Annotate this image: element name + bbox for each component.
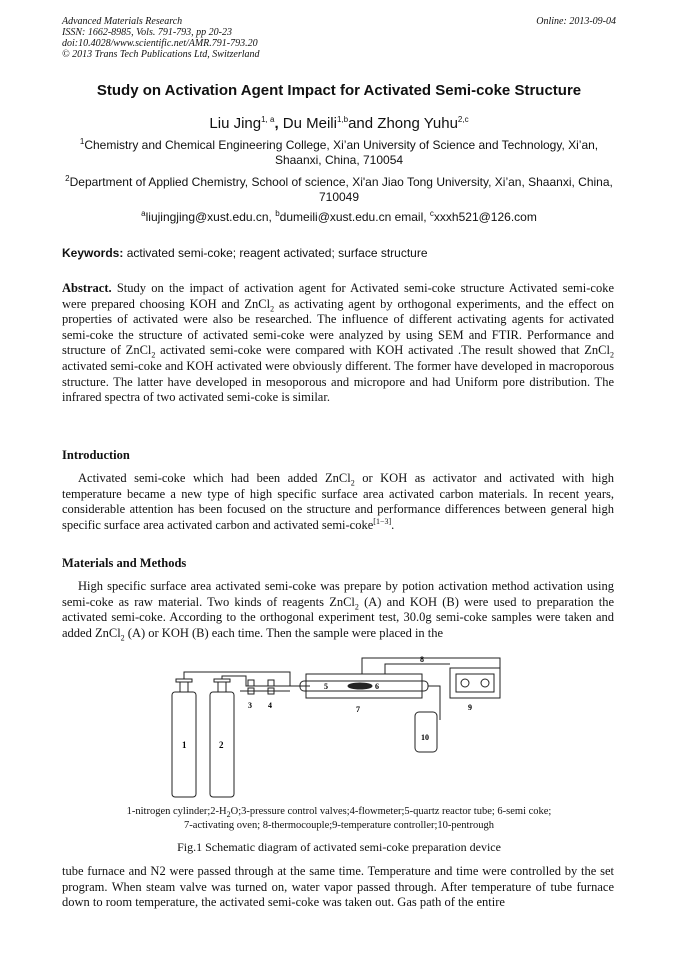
paper-title: Study on Activation Agent Impact for Activated Semi-coke Structure (96, 82, 582, 99)
apparatus-diagram (160, 650, 520, 800)
author-2: Du Meili (278, 115, 337, 132)
label-8: 8 (420, 655, 424, 664)
figure-caption: Fig.1 Schematic diagram of activated semi-coke preparation device (177, 840, 501, 854)
label-3: 3 (248, 701, 252, 710)
label-7: 7 (356, 705, 360, 714)
thermocouple (362, 658, 500, 680)
label-5: 5 (324, 682, 328, 691)
cylinder-cap (176, 679, 192, 682)
authors: Liu Jing$^{1, a}$, Du Meili$^{1,b}$and Zhong Yuhu$^{2,c}$ (209, 115, 469, 132)
label-10: 10 (421, 733, 429, 742)
flowmeter (268, 680, 274, 686)
online-date: Online: 2013-09-04 (536, 16, 616, 27)
introduction-text: Activated semi-coke which had been added ZnCl$_2$ or KOH as activator and activated with high temperature became a new type of high specific surface area activated carbon materials. In recent years, considerable attention has been focused on the structure and performance differences between general high specific surface area activated carbon and activated semi-coke[1−3]. (62, 471, 614, 532)
journal-header (62, 16, 260, 60)
author-3: and Zhong Yuhu (348, 115, 458, 132)
outlet-pipe (428, 686, 440, 720)
emails: $^a$liujingjing@xust.edu.cn, $^b$dumeili@xust.edu.cn email, $^c$xxxh521@126.com (141, 209, 537, 224)
cylinder-valve (218, 682, 226, 692)
temperature-controller (450, 668, 500, 698)
controller-dial (461, 679, 469, 687)
citation[interactable]: [1−3] (373, 516, 392, 526)
doi: doi:10.4028/www.scientific.net/AMR.791-793.20 (62, 38, 258, 49)
affiliation-2: $^2$Department of Applied Chemistry, School of science, Xi'an Jiao Tong University, Xi’an, Shaanxi, China, 710049 (65, 174, 613, 204)
label-1: 1 (182, 740, 187, 750)
gas-pipe (184, 672, 310, 686)
label-2: 2 (219, 740, 224, 750)
email-link[interactable]: liujingjing@xust.edu.cn, (145, 210, 276, 224)
keywords: Keywords: activated semi-coke; reagent activated; surface structure (62, 246, 428, 260)
figure-legend: 1-nitrogen $cylinder;2-H_2O;3$-pressure control valves;4-flowmeter;5-quartz reactor tube; 6-semi coke; 7-activating oven; 8-thermocouple;9-temperature controller;10-pentrough (126, 806, 552, 831)
label-6: 6 (375, 682, 379, 691)
label-9: 9 (468, 703, 472, 712)
thermocouple-wire (385, 664, 450, 674)
pentrough (415, 712, 437, 752)
methods-text: High specific surface area activated semi-coke was prepare by potion activation method activation using semi-coke as raw material. Two kinds of reagents ZnCl$_2$ (A) and KOH (B) were used to preparation the activated semi-coke. According to the orthogonal experiment test, 30.0g semi-coke samples were taken and added ZnCl$_2$ (A) or KOH (B) each time. Then the sample were placed in the (62, 579, 614, 643)
controller-dial (481, 679, 489, 687)
copyright: © 2013 Trans Tech Publications Ltd, Switzerland (62, 49, 260, 60)
journal-name: Advanced Materials Research (62, 16, 183, 27)
gas-pipe (222, 676, 310, 686)
introduction-heading: Introduction (62, 448, 130, 462)
methods-heading: Materials and Methods (62, 556, 187, 570)
pressure-valve (248, 680, 254, 686)
email-link[interactable]: dumeili@xust.edu.cn email, (279, 210, 430, 224)
label-4: 4 (268, 701, 272, 710)
controller-panel (456, 674, 494, 692)
author-1: Liu Jing (209, 115, 262, 132)
cylinder-cap (214, 679, 230, 682)
semi-coke-sample (348, 683, 372, 689)
affiliation-1: $^1$Chemistry and Chemical Engineering College, Xi’an University of Science and Technology, Xi’an, Shaanxi, China, 710054 (79, 137, 599, 167)
email-link[interactable]: xxxh521@126.com (433, 210, 537, 224)
abstract: Abstract. Study on the impact of activation agent for Activated semi-coke structure Activated semi-coke were prepared choosing KOH and ZnCl$_2$ as activating agent by orthogonal experiments, and the effect on properties of activated were also be researched. The influence of different activating agents for activated semi-coke the structure of activated semi-coke were analyzed by using SEM and FTIR. Performance and structure of ZnCl$_2$ activated semi-coke were compared with KOH activated .The result showed that ZnCl$_2$ activated semi-coke and KOH activated were obviously different. The former have developed in macroporous structure. The latter have developed in mesoporous and micropore and had Uniform pore distribution. The infrared spectra of two activated semi-coke is similar. (62, 281, 614, 405)
cylinder-valve (180, 682, 188, 692)
issn: ISSN: 1662-8985, Vols. 791-793, pp 20-23 (62, 27, 232, 38)
continuation-text: tube furnace and N2 were passed through at the same time. Temperature and time were controlled by the set program. When steam valve was turned on, water vapor passed through. After temperature of tube furnace down to room temperature, the activated semi-coke was taken out. Gas path of the entire (62, 864, 614, 910)
